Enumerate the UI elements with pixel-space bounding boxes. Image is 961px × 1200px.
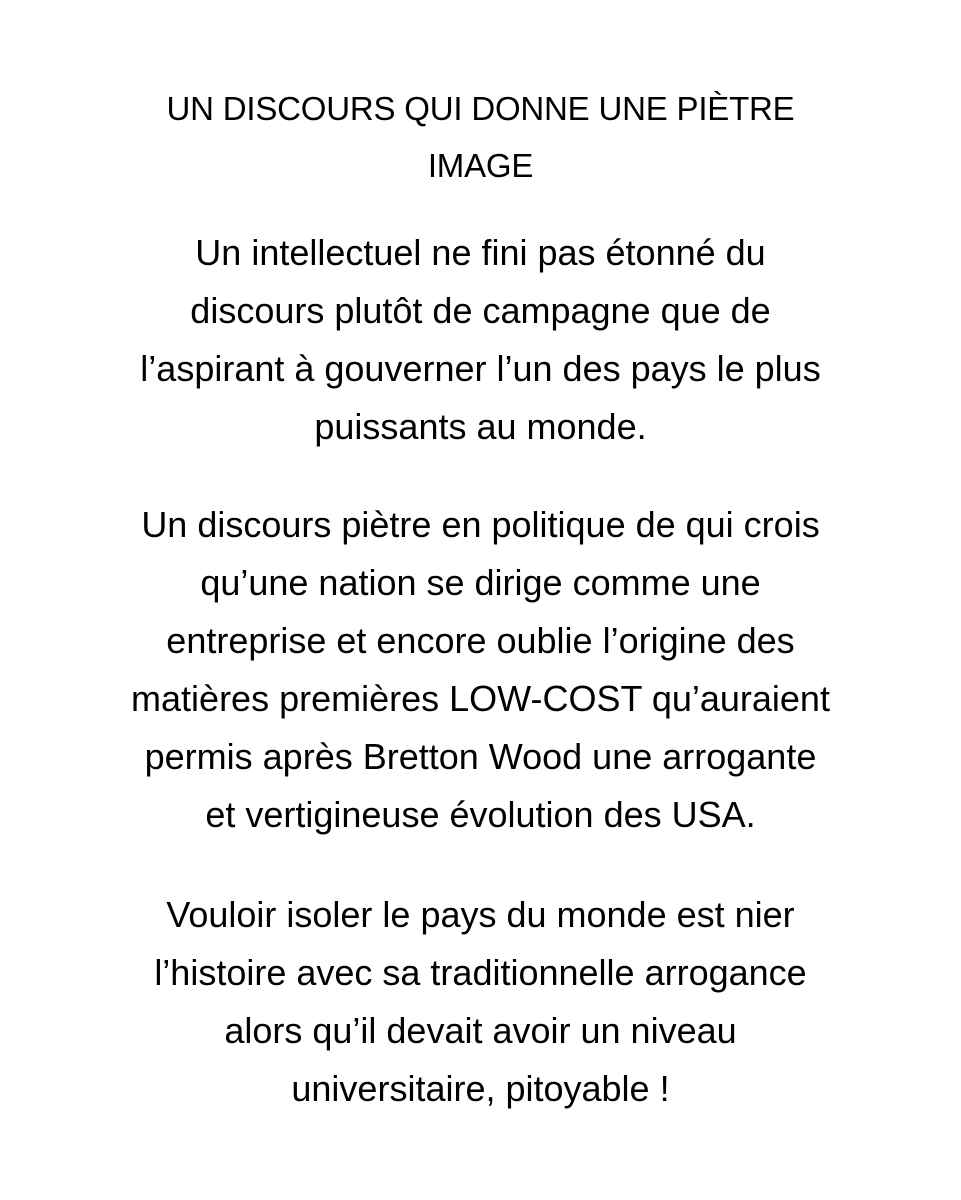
- paragraph-3: [70, 886, 891, 1118]
- paragraph-1: [70, 224, 891, 456]
- paragraph-line: Vouloir isoler le pays du monde est nier: [166, 894, 795, 935]
- paragraph-line: l’histoire avec sa traditionnelle arrogance: [154, 952, 807, 993]
- paragraph-line: l’aspirant à gouverner l’un des pays le plus: [140, 348, 821, 389]
- paragraph-line: qu’une nation se dirige comme une: [200, 562, 761, 603]
- paragraph-line: matières premières LOW-COST qu’auraient: [131, 678, 830, 719]
- title-line: UN DISCOURS QUI DONNE UNE PIÈTRE: [166, 90, 795, 127]
- document-title: [70, 80, 891, 194]
- paragraph-line: universitaire, pitoyable !: [291, 1068, 670, 1109]
- paragraph-line: et vertigineuse évolution des USA.: [205, 794, 756, 835]
- paragraph-line: discours plutôt de campagne que de: [190, 290, 771, 331]
- paragraph-line: Un discours piètre en politique de qui crois: [141, 504, 820, 545]
- paragraph-line: permis après Bretton Wood une arrogante: [144, 736, 817, 777]
- paragraph-line: puissants au monde.: [314, 406, 647, 447]
- paragraph-line: Un intellectuel ne fini pas étonné du: [195, 232, 766, 273]
- paragraph-line: alors qu’il devait avoir un niveau: [224, 1010, 737, 1051]
- paragraph-2: [70, 496, 891, 844]
- paragraph-line: entreprise et encore oublie l’origine des: [166, 620, 795, 661]
- title-line: IMAGE: [427, 147, 534, 184]
